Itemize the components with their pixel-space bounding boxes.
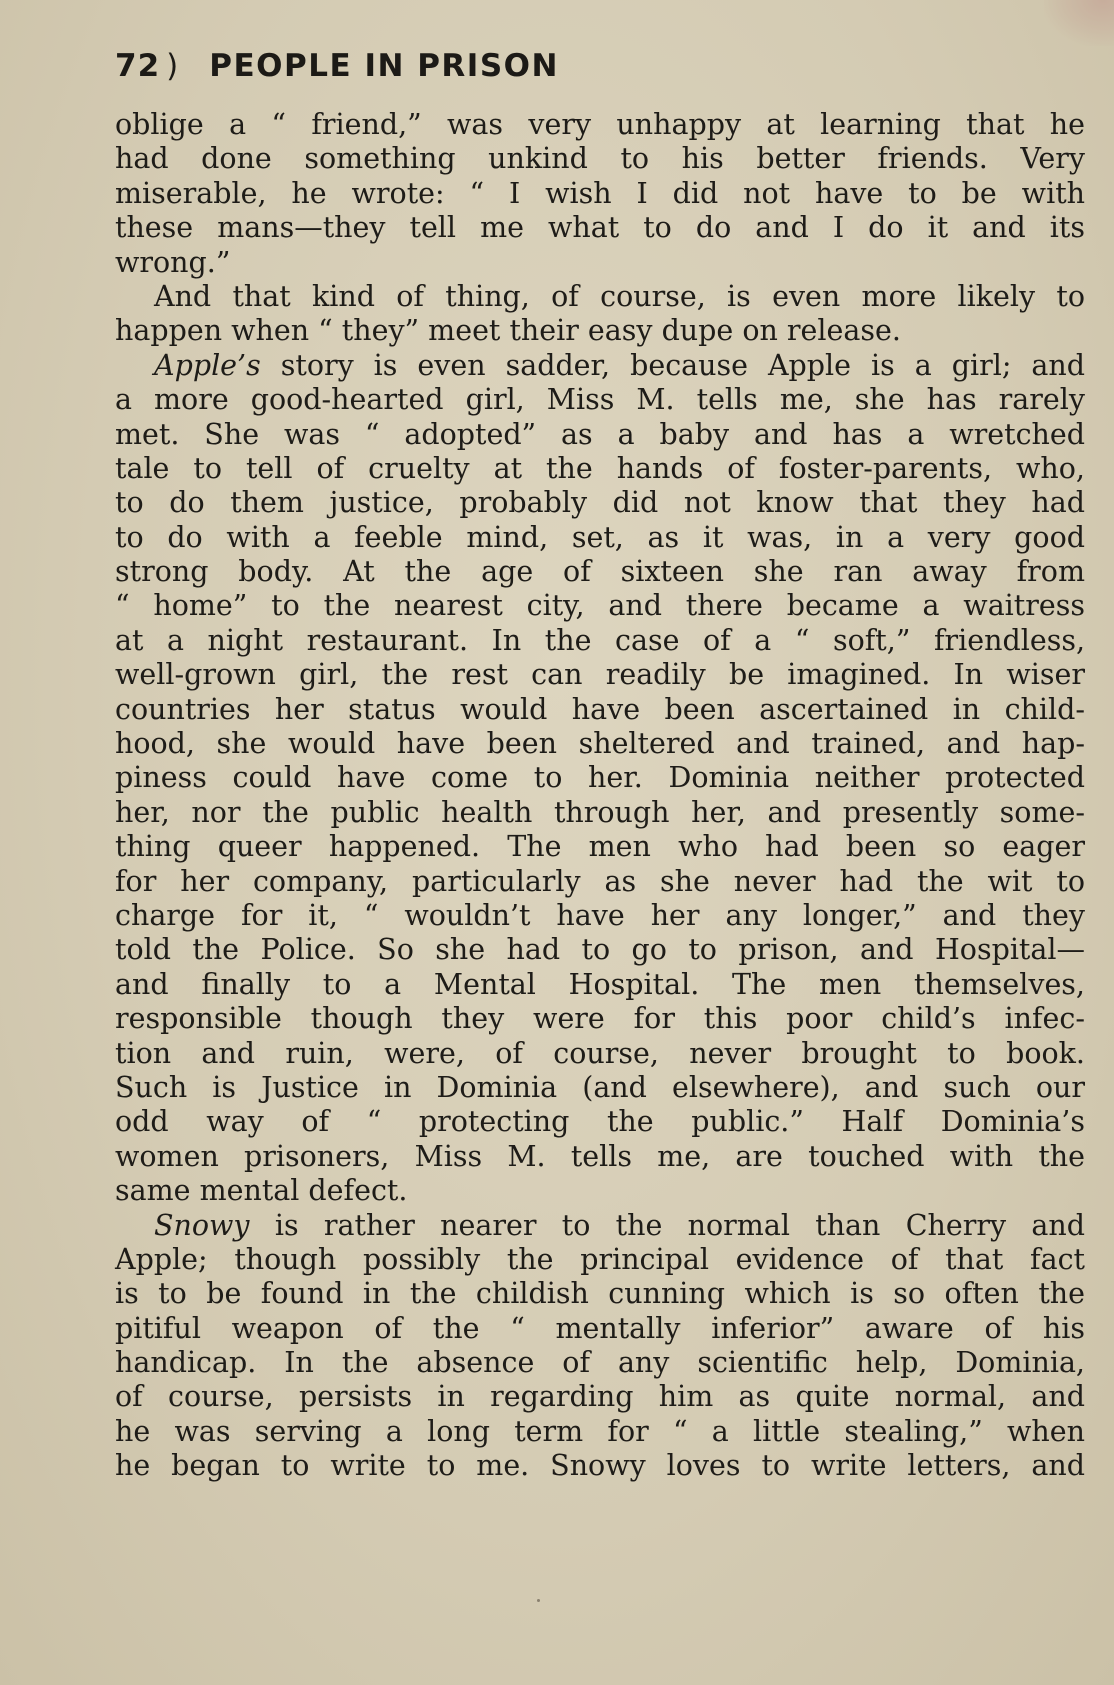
text-line: to do with a feeble mind, set, as it was, in a very good — [115, 520, 1085, 554]
text-line: handicap. In the absence of any scientific help, Dominia, — [115, 1346, 1085, 1380]
text-line: odd way of “ protecting the public.” Half Dominia’s — [115, 1105, 1085, 1139]
text-line: told the Police. So she had to go to prison, and Hospital— — [115, 933, 1085, 967]
text-line: is to be found in the childish cunning which is so often the — [115, 1277, 1085, 1311]
text-line: Such is Justice in Dominia (and elsewhere), and such our — [115, 1070, 1085, 1104]
text-line: of course, persists in regarding him as quite normal, and — [115, 1380, 1085, 1414]
text-line: met. She was “ adopted” as a baby and has a wretched — [115, 417, 1085, 451]
text-line: miserable, he wrote: “ I wish I did not have to be with — [115, 176, 1085, 210]
text-line: a more good-hearted girl, Miss M. tells me, she has rarely — [115, 383, 1085, 417]
text-line: happen when “ they” meet their easy dupe on release. — [115, 314, 901, 348]
page-corner-stain — [1044, 0, 1114, 46]
text-line: oblige a “ friend,” was very unhappy at learning that he — [115, 108, 1085, 141]
text-line: wrong.” — [115, 245, 231, 279]
text-line: pitiful weapon of the “ mentally inferior” aware of his — [115, 1311, 1085, 1345]
character-name-apple: Apple’s — [154, 348, 261, 382]
text-line: same mental defect. — [115, 1174, 408, 1208]
text-line: responsible though they were for this poor child’s infec- — [115, 1002, 1085, 1036]
text-line: charge for it, “ wouldn’t have her any longer,” and they — [115, 898, 1085, 932]
text-line: he was serving a long term for “ a little stealing,” when — [115, 1414, 1085, 1448]
text-line: women prisoners, Miss M. tells me, are touched with the — [115, 1139, 1085, 1173]
text-line: to do them justice, probably did not know that they had — [115, 486, 1085, 520]
text-line: and finally to a Mental Hospital. The men themselves, — [115, 967, 1085, 1001]
running-title: PEOPLE IN PRISON — [209, 48, 559, 84]
text-line: her, nor the public health through her, and presently some- — [115, 795, 1085, 829]
text-line: hood, she would have been sheltered and trained, and hap- — [115, 727, 1085, 761]
text-line: “ home” to the nearest city, and there became a waitress — [115, 589, 1085, 623]
text-line — [115, 1209, 1085, 1243]
text-line — [115, 349, 1085, 383]
line-text: is rather nearer to the normal than Cherry and — [249, 1208, 1085, 1242]
page-number: 72 — [115, 48, 161, 84]
text-line: for her company, particularly as she never had the wit to — [115, 864, 1085, 898]
paper-speck — [537, 1599, 540, 1602]
running-header — [115, 48, 559, 88]
text-line: Apple; though possibly the principal evidence of that fact — [115, 1242, 1085, 1276]
text-line: he began to write to me. Snowy loves to write letters, and — [115, 1449, 1085, 1483]
text-line: strong body. At the age of sixteen she ran away from — [115, 555, 1085, 589]
text-line: countries her status would have been ascertained in child- — [115, 692, 1085, 726]
text-line: And that kind of thing, of course, is even more likely to — [154, 279, 1085, 313]
text-line: had done something unkind to his better friends. Very — [115, 142, 1085, 176]
text-line: well-grown girl, the rest can readily be imagined. In wiser — [115, 658, 1085, 692]
text-line: at a night restaurant. In the case of a “ soft,” friendless, — [115, 623, 1085, 657]
text-line: tale to tell of cruelty at the hands of foster-parents, who, — [115, 451, 1085, 485]
text-line: tion and ruin, were, of course, never brought to book. — [115, 1036, 1085, 1070]
text-line: piness could have come to her. Dominia neither protected — [115, 761, 1085, 795]
text-line: these mans—they tell me what to do and I do it and its — [115, 211, 1085, 245]
line-text: story is even sadder, because Apple is a girl; and — [260, 348, 1085, 382]
body-text — [115, 108, 1085, 1484]
page-number-bracket: ) — [166, 48, 180, 84]
character-name-snowy: Snowy — [154, 1208, 250, 1242]
text-line: thing queer happened. The men who had been so eager — [115, 830, 1085, 864]
